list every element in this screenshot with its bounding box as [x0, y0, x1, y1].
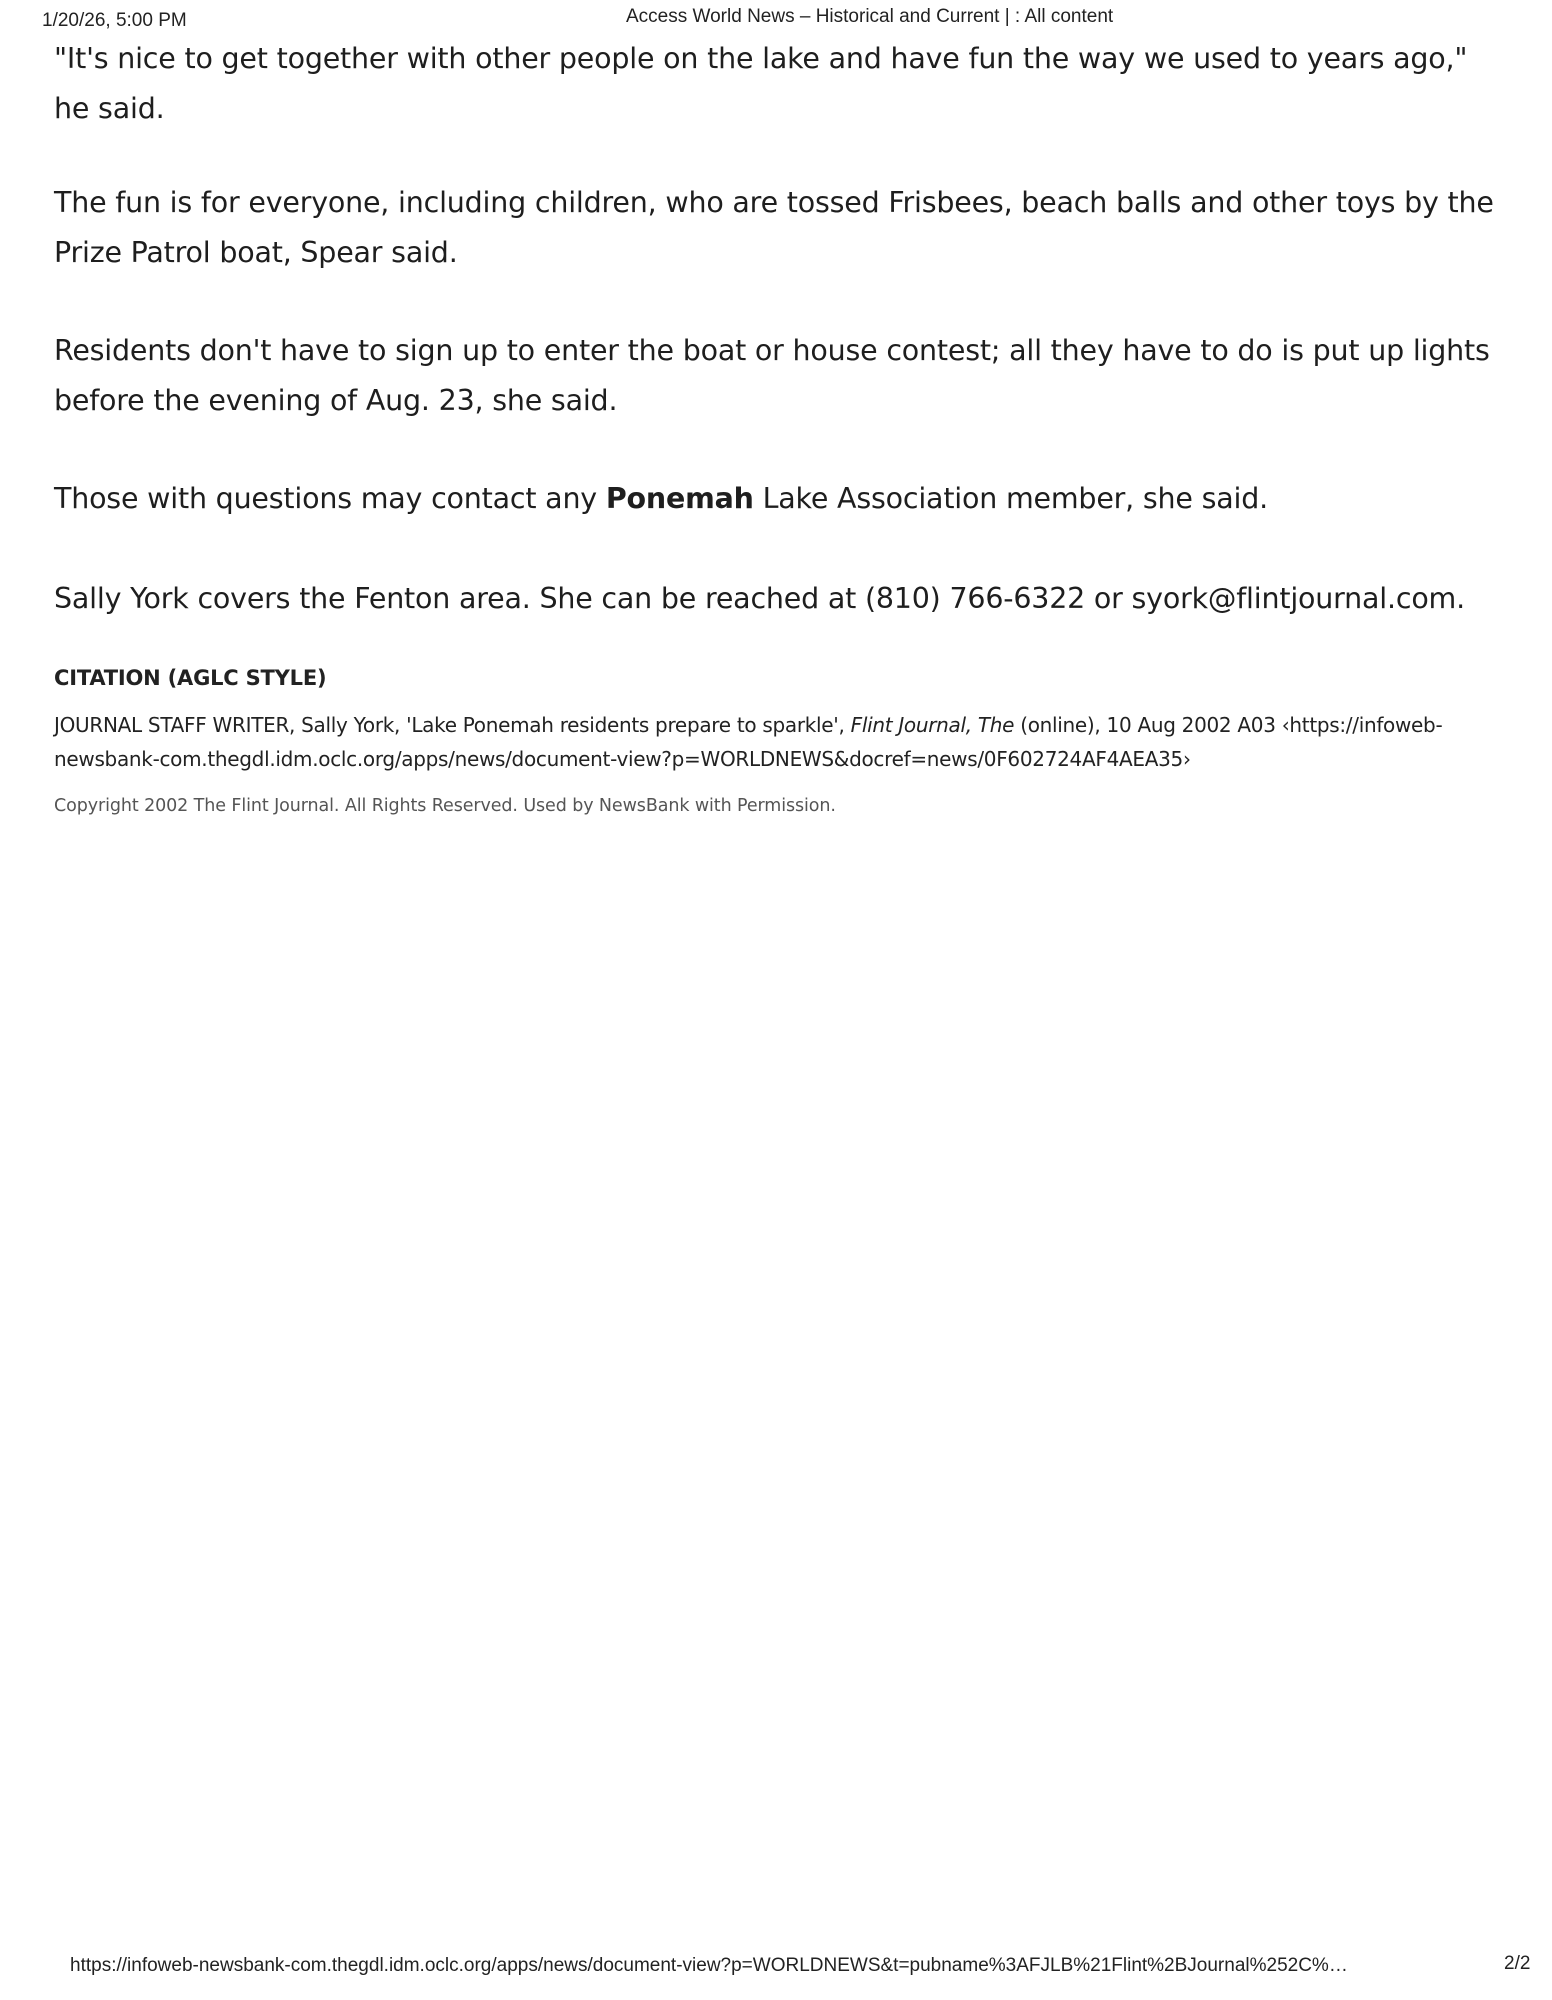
paragraph-text: Those with questions may contact any: [54, 482, 606, 515]
print-timestamp: 1/20/26, 5:00 PM: [42, 10, 187, 31]
paragraph-text: Lake Association member, she said.: [753, 482, 1268, 515]
author-bio: Sally York covers the Fenton area. She can be reached at (810) 766-6322 or syork@flintjournal.com.: [54, 582, 1465, 615]
article-paragraph: "It's nice to get together with other people on the lake and have fun the way we used to years ago," he said.: [54, 42, 1468, 125]
citation-text: [54, 708, 1494, 776]
citation-heading: CITATION (AGLC STYLE): [54, 666, 327, 690]
highlighted-term: Ponemah: [605, 482, 754, 515]
citation-details: (online), 10 Aug 2002 A03 ‹https://infoweb-newsbank-com.thegdl.idm.oclc.org/apps/news/document-view?p=WORLDNEWS&docref=news/0F602724AF4AEA35›: [54, 713, 1443, 771]
article-paragraph: [54, 474, 1494, 524]
article-body: [54, 30, 1494, 816]
print-footer: [0, 1955, 1552, 1985]
article-paragraph: The fun is for everyone, including children, who are tossed Frisbees, beach balls and other toys by the Prize Patrol boat, Spear said.: [54, 186, 1494, 269]
citation-author-title: JOURNAL STAFF WRITER, Sally York, 'Lake Ponemah residents prepare to sparkle',: [54, 713, 851, 737]
copyright-notice: Copyright 2002 The Flint Journal. All Rights Reserved. Used by NewsBank with Permission.: [54, 796, 836, 816]
article-paragraph: Residents don't have to sign up to enter the boat or house contest; all they have to do is put up lights before the evening of Aug. 23, she said.: [54, 334, 1490, 417]
page-number: 2/2: [1504, 1953, 1531, 1974]
print-page-title: Access World News – Historical and Current | : All content: [626, 6, 1114, 27]
citation-publication: Flint Journal, The: [850, 713, 1015, 737]
footer-url: https://infoweb-newsbank-com.thegdl.idm.oclc.org/apps/news/document-view?p=WORLDNEWS&t=pubname%3AFJLB%21Flint%2BJournal%252C%…: [70, 1955, 1348, 1976]
